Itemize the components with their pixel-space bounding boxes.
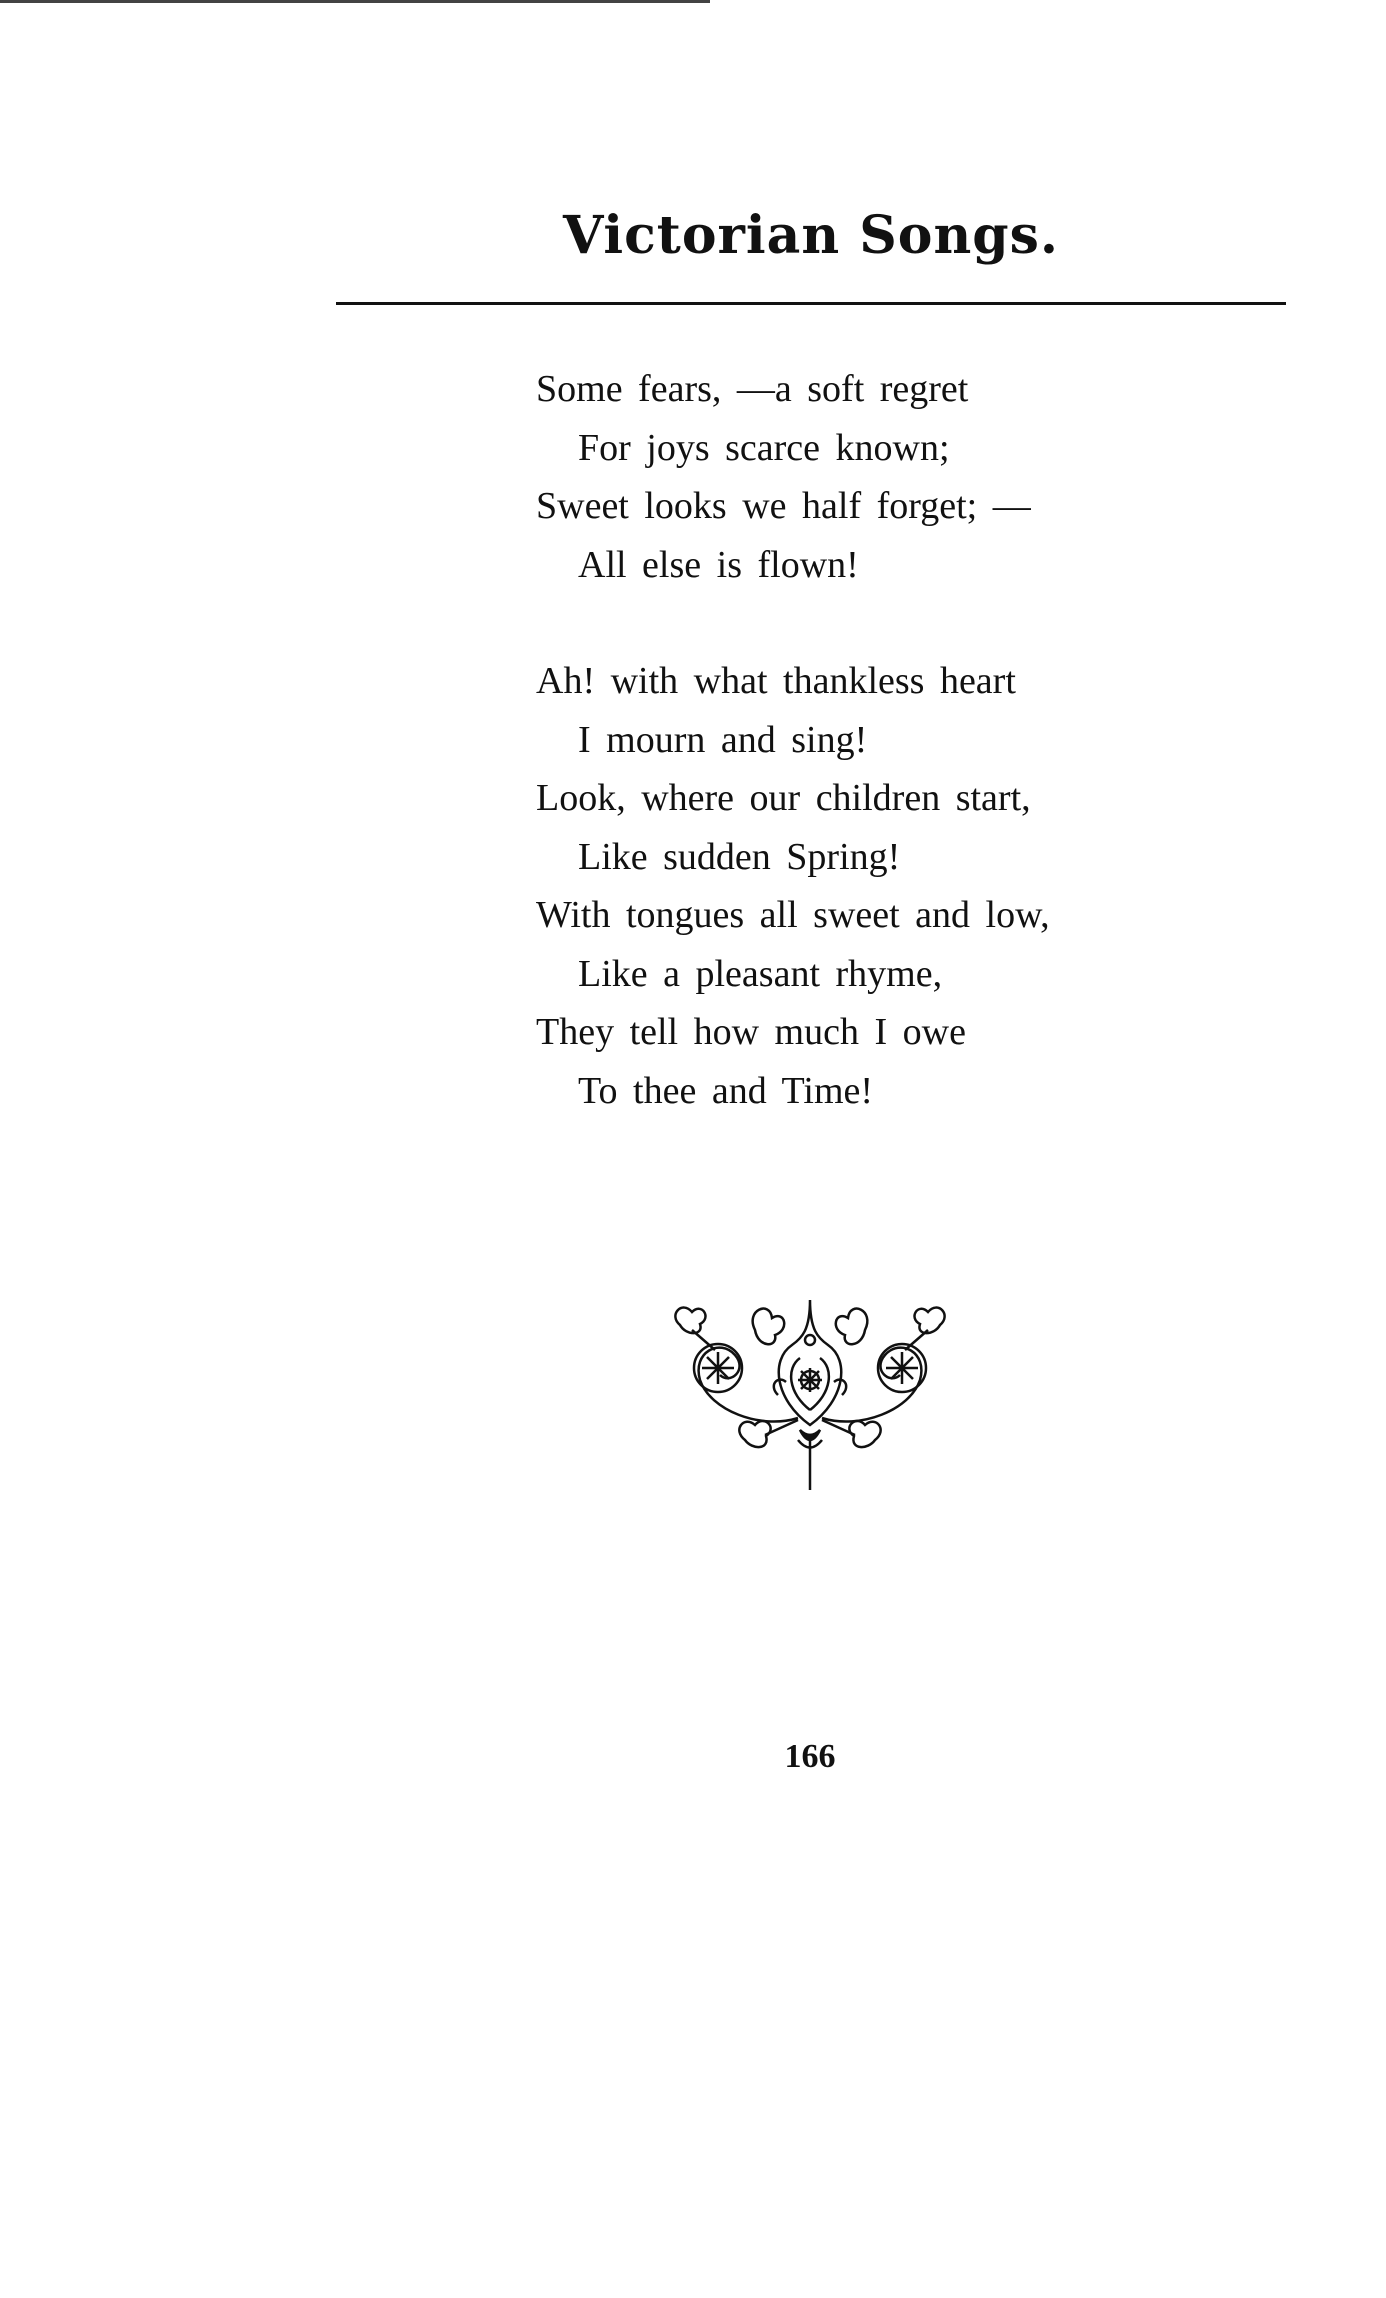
page-number: 166 [784,1738,836,1775]
running-head: Victorian Songs. [562,205,1060,266]
poem-line: Ah! with what thankless heart [536,660,1016,702]
poem-line: To thee and Time! [578,1069,874,1112]
scan-edge-line [0,0,710,3]
poem-line: Like sudden Spring! [578,835,901,878]
poem-line: Like a pleasant rhyme, [578,952,943,995]
poem [536,360,1050,1120]
poem-line: With tongues all sweet and low, [536,894,1050,936]
stanza-2 [536,652,1050,1120]
poem-line: For joys scarce known; [578,426,950,469]
stanza-1 [536,360,1050,594]
poem-line: Sweet looks we half forget; — [536,485,1031,527]
stanza-gap [536,594,1050,652]
poem-line: Some fears, —a soft regret [536,368,969,410]
poem-line: I mourn and sing! [578,718,868,761]
floral-tailpiece-icon [660,1290,960,1500]
header-rule [336,302,1286,305]
poem-line: Look, where our children start, [536,777,1031,819]
poem-line: They tell how much I owe [536,1011,966,1053]
poem-line: All else is flown! [578,543,859,586]
